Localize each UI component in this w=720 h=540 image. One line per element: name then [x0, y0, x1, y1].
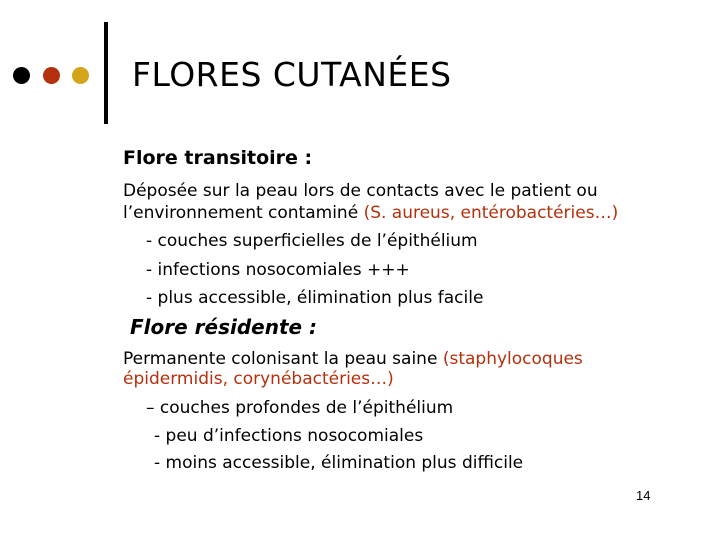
transitoire-description-line-2	[123, 203, 618, 223]
transitoire-description-line-1: Déposée sur la peau lors de contacts avec le patient ou	[123, 181, 598, 201]
transitoire-bullet: - plus accessible, élimination plus facile	[146, 288, 484, 308]
transitoire-bullet: - infections nosocomiales +++	[146, 260, 410, 280]
transitoire-bullet: - couches superficielles de l’épithélium	[146, 231, 478, 251]
transitoire-description-plain: l’environnement contaminé	[123, 203, 364, 223]
page-number: 14	[636, 488, 651, 503]
residente-description-line-1	[123, 349, 583, 369]
residente-bullet: – couches profondes de l’épithélium	[146, 398, 454, 418]
transitoire-examples: (S. aureus, entérobactéries…)	[363, 203, 619, 223]
residente-bullet: - peu d’infections nosocomiales	[154, 426, 424, 446]
red-bullet-dot	[43, 67, 60, 84]
title-divider	[104, 22, 108, 124]
yellow-bullet-dot	[72, 67, 89, 84]
transitoire-heading: Flore transitoire :	[123, 147, 313, 169]
residente-bullet: - moins accessible, élimination plus difficile	[154, 453, 524, 473]
residente-examples-end: épidermidis, corynébactéries…)	[123, 369, 394, 389]
residente-examples-start: (staphylocoques	[442, 349, 583, 369]
residente-description-plain: Permanente colonisant la peau saine	[123, 349, 443, 369]
black-bullet-dot	[13, 67, 30, 84]
residente-heading: Flore résidente :	[130, 315, 318, 339]
slide-title: FLORES CUTANÉES	[132, 55, 452, 94]
